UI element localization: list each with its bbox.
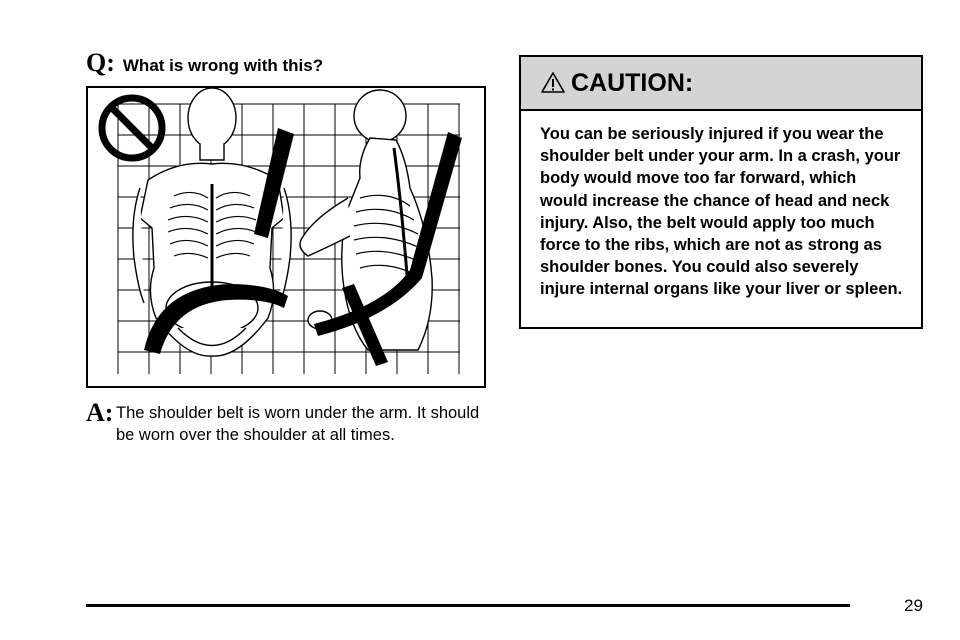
answer <box>86 398 488 446</box>
question <box>86 48 323 78</box>
caution-header <box>521 57 921 111</box>
prohibition-icon <box>102 98 162 158</box>
illustration-svg <box>88 88 484 386</box>
page-number: 29 <box>904 596 923 615</box>
footer-rule <box>86 604 850 607</box>
seatbelt-illustration <box>86 86 486 388</box>
caution-box <box>519 55 923 329</box>
caution-body: You can be seriously injured if you wear the shoulder belt under your arm. In a crash, your body would move too far forward, which would increase the chance of head and neck injury. Also, the belt would apply too much force to the ribs, which are not as strong as shoulder bones. You could also severely injure internal organs like your liver or spleen. <box>540 125 903 299</box>
question-marker: Q: <box>86 48 115 77</box>
warning-triangle-icon <box>541 71 565 95</box>
caution-title: CAUTION: <box>571 68 694 97</box>
answer-marker: A: <box>86 398 114 427</box>
question-text: What is wrong with this? <box>122 56 324 75</box>
answer-text: The shoulder belt is worn under the arm. It should be worn over the shoulder at all times. <box>116 404 480 444</box>
